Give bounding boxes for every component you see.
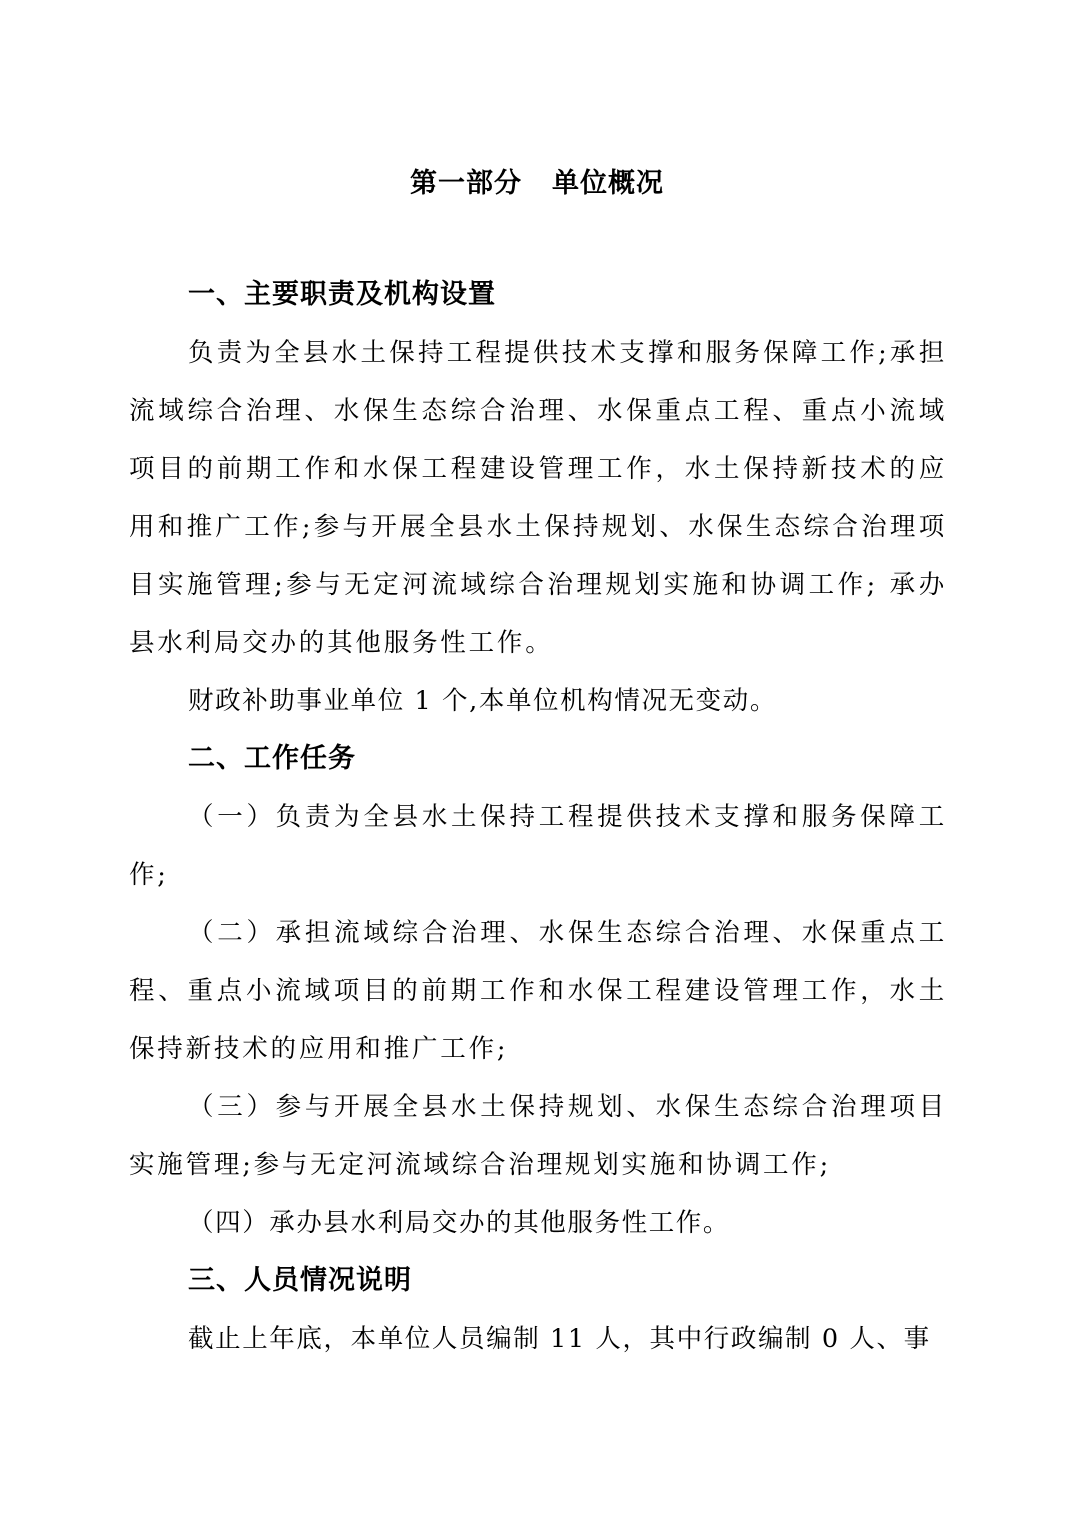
paragraph-staff: 截止上年底，本单位人员编制 11 人，其中行政编制 0 人、事 bbox=[188, 1324, 931, 1354]
section-heading-staff: 三、人员情况说明 bbox=[188, 1265, 412, 1296]
title-name: 单位概况 bbox=[552, 168, 664, 199]
paragraph-duties: 负责为全县水土保持工程提供技术支撑和服务保障工作;承担流域综合治理、水保生态综合治理、水保重点工程、重点小流域项目的前期工作和水保工程建设管理工作，水土保持新技术的应用和推广工作;参与开展全县水土保持规划、水保生态综合治理项目实施管理;参与无定河流域综合治理规划实施和协调工作; 承办县水利局交办的其他服务性工作。 bbox=[129, 338, 947, 658]
task-item-1: （一）负责为全县水土保持工程提供技术支撑和服务保障工作; bbox=[129, 802, 947, 890]
task-item-3: （三）参与开展全县水土保持规划、水保生态综合治理项目实施管理;参与无定河流域综合治理规划实施和协调工作; bbox=[129, 1092, 947, 1180]
task-item-2: （二）承担流域综合治理、水保生态综合治理、水保重点工程、重点小流域项目的前期工作和水保工程建设管理工作，水土保持新技术的应用和推广工作; bbox=[129, 918, 947, 1064]
title-part: 第一部分 bbox=[410, 168, 522, 199]
task-item-4: （四）承办县水利局交办的其他服务性工作。 bbox=[188, 1208, 731, 1238]
section-heading-duties: 一、主要职责及机构设置 bbox=[188, 279, 496, 310]
document-body bbox=[129, 266, 947, 1368]
section-heading-tasks: 二、工作任务 bbox=[188, 743, 356, 774]
paragraph-institution: 财政补助事业单位 1 个,本单位机构情况无变动。 bbox=[188, 686, 777, 716]
page-title bbox=[0, 160, 1074, 208]
